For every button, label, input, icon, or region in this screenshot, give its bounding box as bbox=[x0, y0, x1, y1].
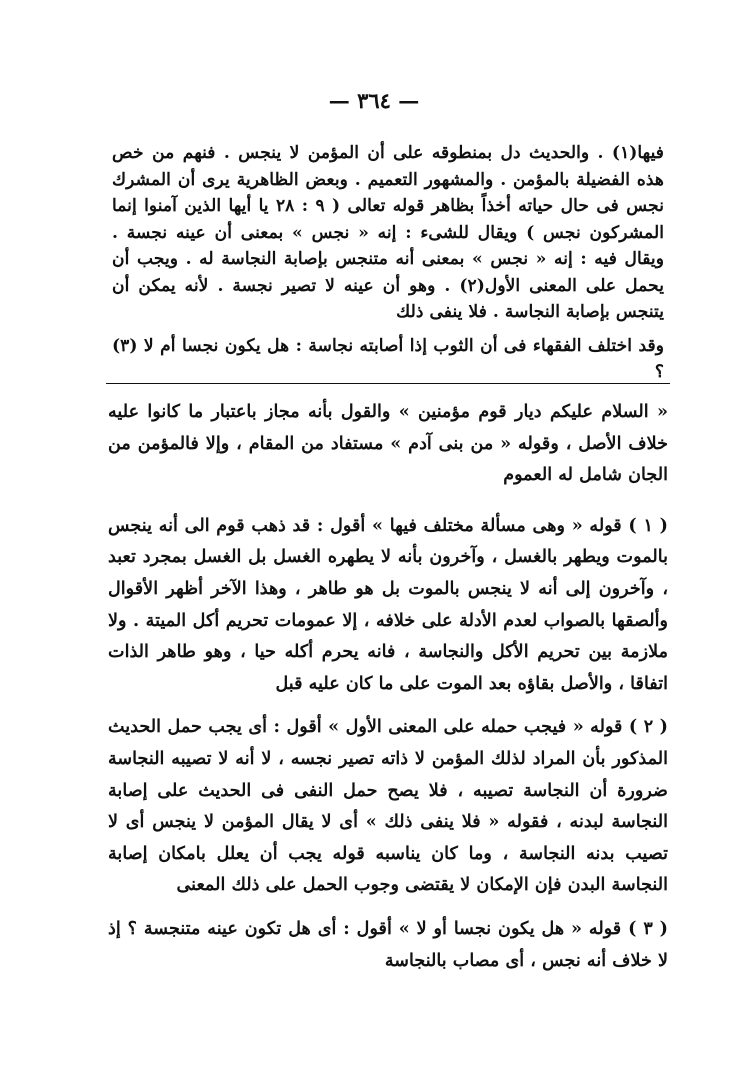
main-paragraph: وقد اختلف الفقهاء فى أن الثوب إذا أصابته نجاسة : هل يكون نجسا أم لا (٣) ؟ bbox=[112, 335, 664, 382]
footnote-separator-line bbox=[106, 383, 670, 384]
footnotes-block bbox=[108, 396, 668, 976]
footnote-3: ( ٣ ) قوله « هل يكون نجسا أو لا » أقول : أى هل تكون عينه متنجسة ؟ إذ لا خلاف أنه نجس ، أى مصاب بالنجاسة bbox=[108, 917, 668, 971]
footnote-continuation: « السلام عليكم ديار قوم مؤمنين » والقول بأنه مجاز باعتبار ما كانوا عليه خلاف الأصل ، وقوله « من بنى آدم » مستفاد من المقام ، وإلا فالمؤمن من الجان شامل له العموم bbox=[108, 401, 668, 486]
footnote-1: ( ١ ) قوله « وهى مسألة مختلف فيها » أقول : قد ذهب قوم الى أنه ينجس بالموت ويطهر بالغسل ، وآخرون بأنه لا يطهره الغسل بل الغسل بمجرد تعبد ، وآخرون إلى أنه لا ينجس بالموت بل هو طاهر ، وهذا الآخر أظهر الأقوال وألصقها بالصواب لعدم الأدلة على خلافه ، إلا عمومات تحريم أكل الميتة . ولا ملازمة بين تحريم الأكل والنجاسة ، فانه يحرم أكله حيا ، وهو طاهر الذات اتفاقا ، والأصل بقاؤه بعد الموت على ما كان عليه قبل bbox=[108, 514, 669, 694]
footnote-2: ( ٢ ) قوله « فيجب حمله على المعنى الأول » أقول : أى يجب حمل الحديث المذكور بأن المراد لذلك المؤمن لا ذاته تصير نجسه ، لا أنه لا تصيبه النجاسة ضرورة أن النجاسة تصيبه ، فلا يصح حمل النفى فى الحديث على إصابة النجاسة لبدنه ، فقوله « فلا ينفى ذلك » أى لا يقال المؤمن لا ينجس أى لا تصيب بدنه النجاسة ، وما كان يناسبه قوله يجب أن يعلل بامكان إصابة النجاسة البدن فإن الإمكان لا يقتضى وجوب الحمل على ذلك المعنى bbox=[108, 716, 669, 896]
page-number: — ٣٦٤ — bbox=[328, 88, 420, 113]
main-text-block bbox=[112, 140, 664, 386]
main-paragraph: فيها(١) . والحديث دل بمنطوقه على أن المؤمن لا ينجس . فنهم من خص هذه الفضيلة بالمؤمن . والمشهور التعميم . وبعض الظاهرية يرى أن المشرك نجس فى حال حياته أخذاً بظاهر قوله تعالى ( ٩ : ٢٨ يا أيها الذين آمنوا إنما المشركون نجس ) ويقال للشىء : إنه « نجس » بمعنى أن عينه نجسة . ويقال فيه : إنه « نجس » بمعنى أنه متنجس بإصابة النجاسة له . ويجب أن يحمل على المعنى الأول(٢) . وهو أن عينه لا تصير نجسة . لأنه يمكن أن يتنجس بإصابة النجاسة . فلا ينفى ذلك bbox=[112, 143, 664, 322]
